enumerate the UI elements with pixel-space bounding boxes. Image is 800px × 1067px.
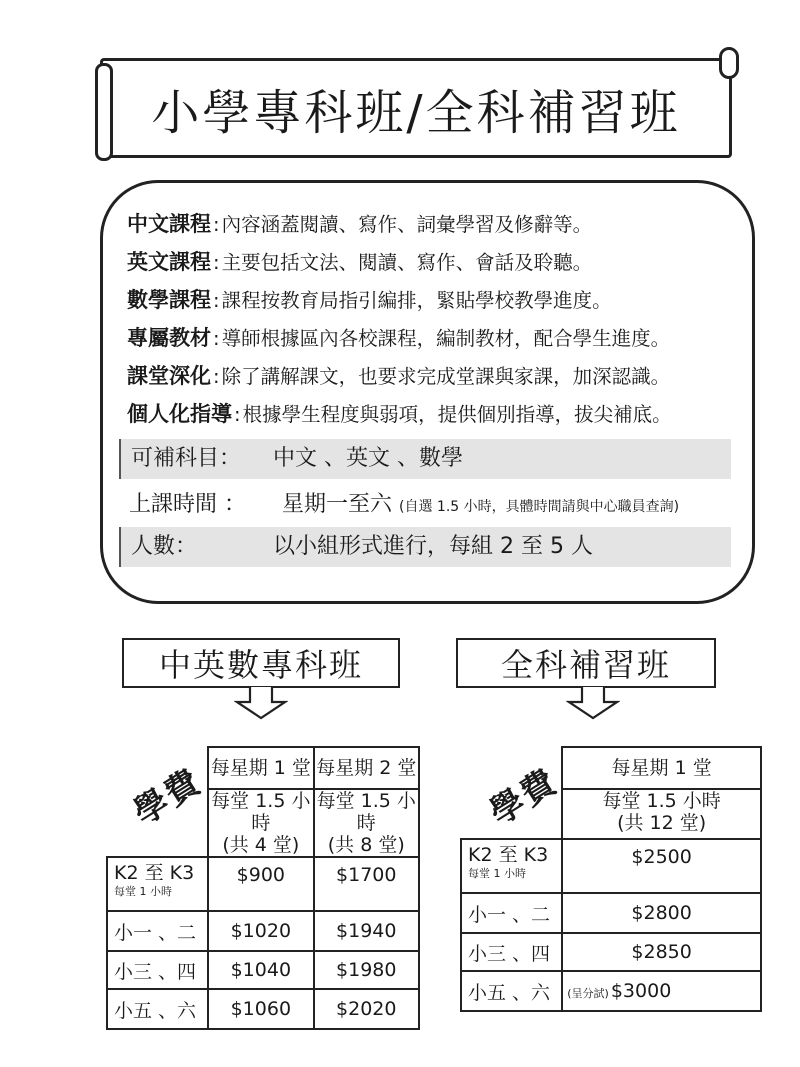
price-cell: $2850 (562, 933, 761, 971)
price-cell: $900 (208, 857, 313, 911)
course-item-materials: 專屬教材 : 導師根據區內各校課程，編制教材，配合學生進度。 (127, 326, 671, 350)
course-item-personal: 個人化指導 : 根據學生程度與弱項，提供個別指導，拔尖補底。 (127, 402, 672, 426)
table-row (461, 971, 761, 1011)
size-row (119, 527, 731, 567)
specialist-header: 中英數專科班 (122, 638, 400, 688)
subjects-row (119, 439, 731, 479)
course-item-deepening: 課堂深化 : 除了講解課文，也要求完成堂課與家課，加深認識。 (127, 364, 671, 388)
fee-label: 學費 (126, 761, 209, 834)
course-label: 課堂深化 (127, 364, 211, 388)
course-text: 課程按教育局指引編排，緊貼學校教學進度。 (221, 289, 612, 312)
grade-note: 每堂 1 小時 (468, 867, 526, 880)
course-list (127, 205, 672, 433)
lesson-length: 每堂 1.5 小時 (316, 790, 416, 834)
price-cell: $1700 (314, 857, 419, 911)
grade-label: K2 至 K3 (468, 844, 549, 866)
title-banner (100, 58, 732, 158)
fee-label: 學費 (482, 761, 565, 834)
lesson-length: 每堂 1.5 小時 (602, 790, 721, 812)
size-value: 以小組形式進行，每組 2 至 5 人 (273, 534, 593, 559)
lesson-length: 每堂 1.5 小時 (211, 790, 311, 834)
down-arrow-icon (234, 686, 288, 720)
fullsubject-header: 全科補習班 (456, 638, 716, 688)
course-text: 除了講解課文，也要求完成堂課與家課，加深認識。 (221, 365, 671, 388)
specialist-fee-table (106, 746, 420, 1030)
lesson-count: (共 12 堂) (617, 812, 707, 834)
subjects-value: 中文 、英文 、數學 (273, 446, 463, 471)
page-title: 小學專科班/全科補習班 (151, 84, 681, 141)
grade-cell (461, 971, 562, 1011)
lesson-count: (共 4 堂) (222, 834, 300, 856)
grade-label: K2 至 K3 (114, 862, 195, 884)
grade-label: 小五 、六 (468, 981, 551, 1004)
course-label: 中文課程 (127, 212, 211, 236)
price-cell: $1060 (208, 989, 313, 1029)
schedule-note: (自選 1.5 小時，具體時間請與中心職員查詢) (399, 499, 680, 515)
grade-cell: 小一 、二 (461, 893, 562, 933)
table-corner (107, 747, 208, 857)
course-label: 個人化指導 (127, 402, 232, 426)
table-row (461, 933, 761, 971)
table-row (107, 911, 419, 951)
course-item-english: 英文課程 : 主要包括文法、閱讀、寫作、會話及聆聽。 (127, 250, 593, 274)
grade-cell (107, 857, 208, 911)
column-subheader (314, 789, 419, 857)
course-text: 根據學生程度與弱項，提供個別指導，拔尖補底。 (242, 403, 672, 426)
course-label: 英文課程 (127, 250, 211, 274)
price-cell: $1020 (208, 911, 313, 951)
exam-note: (呈分試) (567, 987, 609, 1000)
lesson-count: (共 8 堂) (327, 834, 405, 856)
course-item-math: 數學課程 : 課程按教育局指引編排，緊貼學校教學進度。 (127, 288, 612, 312)
course-text: 主要包括文法、閱讀、寫作、會話及聆聽。 (221, 251, 593, 274)
course-label: 數學課程 (127, 288, 211, 312)
grade-cell: 小三 、四 (461, 933, 562, 971)
price-cell (562, 971, 761, 1011)
fullsubject-fee-table (460, 746, 762, 1012)
price-cell: $2500 (562, 839, 761, 893)
grade-cell (461, 839, 562, 893)
column-header: 每星期 2 堂 (314, 747, 419, 789)
size-label: 人數： (131, 534, 198, 559)
price-cell: $2020 (314, 989, 419, 1029)
subjects-label: 可補科目： (131, 446, 242, 471)
course-item-chinese: 中文課程 : 內容涵蓋閱讀、寫作、詞彙學習及修辭等。 (127, 212, 593, 236)
grade-cell: 小三 、四 (107, 951, 208, 989)
price-cell: $2800 (562, 893, 761, 933)
grade-cell: 小一 、二 (107, 911, 208, 951)
info-panel (100, 180, 755, 604)
course-text: 導師根據區內各校課程，編制教材，配合學生進度。 (221, 327, 671, 350)
price-cell: $1940 (314, 911, 419, 951)
price-cell: $1980 (314, 951, 419, 989)
column-header: 每星期 1 堂 (208, 747, 313, 789)
table-row (107, 989, 419, 1029)
course-label: 專屬教材 (127, 326, 211, 350)
grade-cell: 小五 、六 (107, 989, 208, 1029)
down-arrow-icon (566, 686, 620, 720)
table-row (107, 857, 419, 911)
price-value: $3000 (610, 980, 672, 1002)
schedule-value: 星期一至六 (282, 492, 393, 517)
column-subheader (562, 789, 761, 839)
grade-note: 每堂 1 小時 (114, 885, 172, 898)
schedule-label: 上課時間 ： (129, 492, 246, 517)
table-corner (461, 747, 562, 839)
column-subheader (208, 789, 313, 857)
schedule-row (119, 485, 731, 525)
price-cell: $1040 (208, 951, 313, 989)
column-header: 每星期 1 堂 (562, 747, 761, 789)
table-row (107, 951, 419, 989)
course-text: 內容涵蓋閱讀、寫作、詞彙學習及修辭等。 (221, 213, 593, 236)
table-row (461, 839, 761, 893)
table-row (461, 893, 761, 933)
